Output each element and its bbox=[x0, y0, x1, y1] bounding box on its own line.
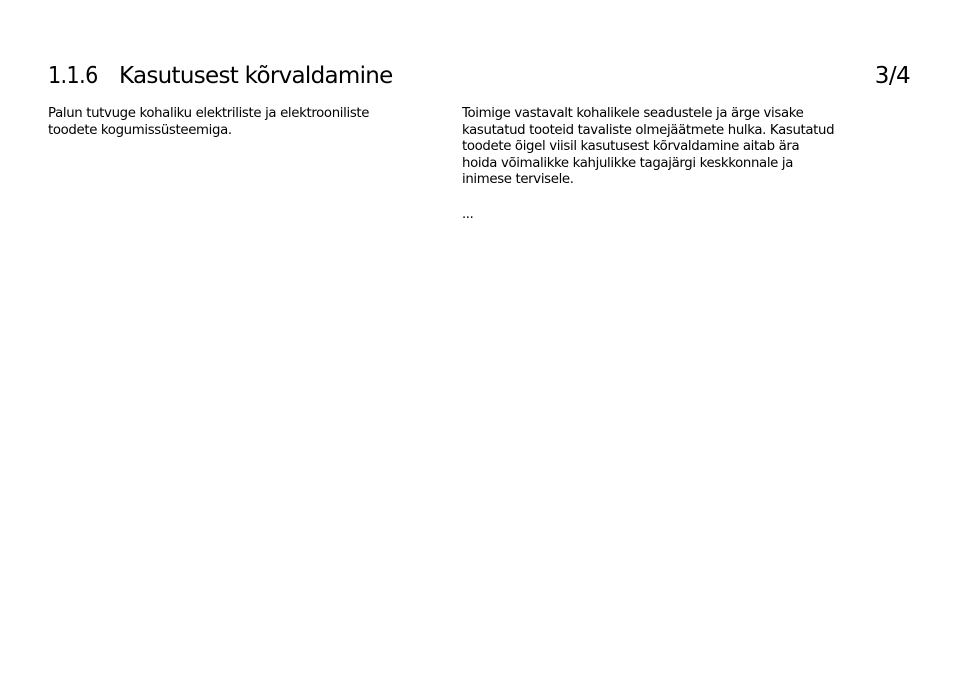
section-title: Kasutusest kõrvaldamine bbox=[119, 63, 393, 89]
section-number: 1.1.6 bbox=[48, 63, 98, 89]
right-paragraph-line: inimese tervisele. bbox=[462, 172, 574, 187]
right-paragraph-line: toodete õigel viisil kasutusest kõrvaldamine aitab ära bbox=[462, 139, 800, 154]
left-column bbox=[48, 106, 403, 139]
right-paragraph-line: hoida võimalikke kahjulikke tagajärgi keskkonnale ja bbox=[462, 155, 794, 171]
right-paragraph-line: kasutatud tooteid tavaliste olmejäätmete hulka. Kasutatud bbox=[462, 122, 835, 138]
right-paragraph-line: Toimige vastavalt kohalikele seadustele ja ärge visake bbox=[462, 106, 804, 121]
right-column bbox=[462, 106, 852, 223]
left-paragraph bbox=[48, 106, 403, 139]
left-paragraph-line: Palun tutvuge kohaliku elektriliste ja elektrooniliste bbox=[48, 106, 370, 121]
left-paragraph-line: toodete kogumissüsteemiga. bbox=[48, 122, 232, 138]
page-header bbox=[48, 60, 910, 94]
page-indicator: 3/4 bbox=[874, 63, 910, 89]
continuation-ellipsis: ... bbox=[462, 206, 474, 222]
right-paragraph bbox=[462, 106, 852, 189]
